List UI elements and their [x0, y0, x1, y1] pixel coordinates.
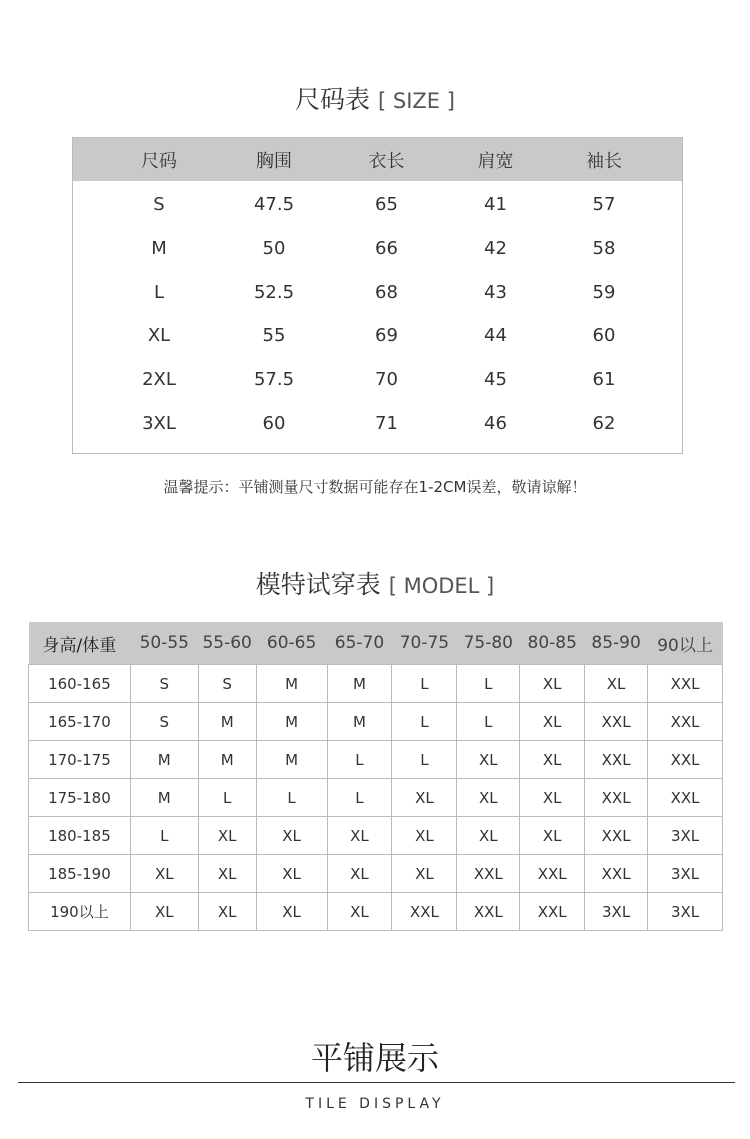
size-cell: L — [327, 779, 392, 817]
size-cell: M — [130, 779, 198, 817]
size-cell: M — [327, 665, 392, 703]
cell: 70 — [375, 369, 398, 391]
height-cell: 190以上 — [29, 893, 131, 931]
cell: 47.5 — [253, 194, 295, 216]
tile-display-subtitle: TILE DISPLAY — [305, 1096, 445, 1112]
cell: 袖长 — [586, 150, 622, 172]
table-row — [73, 183, 682, 227]
table-row — [29, 665, 723, 703]
size-cell: L — [130, 817, 198, 855]
cell: 胸围 — [256, 150, 292, 172]
cell: 58 — [592, 238, 616, 260]
title-cn: 模特试穿表 — [255, 570, 381, 599]
cell: 43 — [484, 281, 507, 303]
divider — [18, 1082, 735, 1083]
size-cell: XL — [327, 893, 392, 931]
size-cell: 3XL — [648, 817, 723, 855]
size-cell: XL — [520, 741, 585, 779]
size-cell: 3XL — [585, 893, 648, 931]
title-en: [ SIZE ] — [378, 89, 455, 113]
size-cell: XL — [392, 855, 457, 893]
size-cell: XXL — [392, 893, 457, 931]
size-cell: XL — [520, 817, 585, 855]
title-cn: 尺码表 — [295, 85, 371, 114]
height-cell: 165-170 — [29, 703, 131, 741]
column-header: 55-60 — [198, 622, 256, 665]
cell: 57 — [592, 194, 616, 216]
cell: 44 — [484, 325, 507, 347]
table-row — [29, 893, 723, 931]
cell: 42 — [484, 238, 507, 260]
size-cell: M — [198, 703, 256, 741]
size-cell: XL — [457, 779, 520, 817]
size-cell: XXL — [585, 779, 648, 817]
table-row — [73, 270, 682, 314]
size-cell: XL — [198, 817, 256, 855]
size-cell: L — [392, 703, 457, 741]
cell: 60 — [262, 412, 286, 434]
size-cell: XL — [130, 855, 198, 893]
size-cell: M — [198, 741, 256, 779]
size-cell: XL — [392, 817, 457, 855]
cell: 2XL — [142, 369, 176, 391]
column-header: 90以上 — [648, 622, 723, 665]
tile-display-title: 平铺展示 — [310, 1039, 439, 1077]
size-cell: XL — [520, 779, 585, 817]
column-header: 65-70 — [327, 622, 392, 665]
size-cell: 3XL — [648, 855, 723, 893]
size-cell: L — [457, 703, 520, 741]
size-cell: XL — [198, 855, 256, 893]
cell: 46 — [484, 412, 507, 434]
table-row — [29, 779, 723, 817]
size-cell: XL — [256, 855, 327, 893]
size-cell: M — [130, 741, 198, 779]
height-cell: 170-175 — [29, 741, 131, 779]
size-cell: S — [130, 703, 198, 741]
cell: 71 — [375, 412, 398, 434]
cell: 61 — [592, 369, 616, 391]
height-cell: 175-180 — [29, 779, 131, 817]
size-cell: XXL — [585, 703, 648, 741]
column-header: 身高/体重 — [29, 622, 131, 665]
size-cell: M — [256, 741, 327, 779]
height-cell: 185-190 — [29, 855, 131, 893]
column-header: 50-55 — [130, 622, 198, 665]
table-row — [29, 703, 723, 741]
cell: 肩宽 — [477, 150, 514, 172]
cell: 68 — [375, 281, 398, 303]
table-row — [73, 314, 682, 358]
cell: 69 — [375, 325, 398, 347]
table-row — [73, 401, 682, 445]
cell: 66 — [375, 238, 398, 260]
size-cell: XXL — [520, 893, 585, 931]
size-cell: XL — [457, 741, 520, 779]
size-cell: XL — [256, 817, 327, 855]
size-cell: XL — [198, 893, 256, 931]
size-cell: XL — [520, 703, 585, 741]
size-cell: M — [327, 703, 392, 741]
size-cell: XL — [256, 893, 327, 931]
cell: 60 — [592, 325, 616, 347]
size-cell: XL — [327, 817, 392, 855]
size-cell: XXL — [585, 855, 648, 893]
cell: 55 — [262, 325, 286, 347]
size-cell: XXL — [457, 893, 520, 931]
column-header: 60-65 — [256, 622, 327, 665]
header-row — [29, 622, 723, 665]
size-cell: XXL — [585, 817, 648, 855]
size-cell: M — [256, 703, 327, 741]
size-cell: S — [198, 665, 256, 703]
cell: M — [151, 238, 167, 260]
model-chart-title — [0, 565, 750, 601]
size-cell: XXL — [648, 779, 723, 817]
size-cell: L — [392, 741, 457, 779]
size-cell: XXL — [648, 665, 723, 703]
cell: L — [153, 281, 165, 303]
size-cell: S — [130, 665, 198, 703]
table-row — [73, 227, 682, 271]
size-cell: XL — [457, 817, 520, 855]
size-cell: L — [327, 741, 392, 779]
size-cell: XXL — [520, 855, 585, 893]
cell: XL — [147, 325, 171, 347]
cell: 衣长 — [368, 150, 405, 172]
size-cell: XXL — [457, 855, 520, 893]
size-cell: 3XL — [648, 893, 723, 931]
column-header: 85-90 — [585, 622, 648, 665]
size-cell: L — [392, 665, 457, 703]
table-row — [29, 855, 723, 893]
size-chart-table — [72, 137, 683, 454]
size-cell: XXL — [648, 741, 723, 779]
table-row — [29, 741, 723, 779]
size-cell: L — [256, 779, 327, 817]
cell: S — [153, 194, 165, 216]
size-cell: XL — [520, 665, 585, 703]
cell: 3XL — [142, 412, 176, 434]
size-cell: L — [457, 665, 520, 703]
size-cell: XXL — [585, 741, 648, 779]
cell: 50 — [262, 238, 286, 260]
size-cell: XL — [327, 855, 392, 893]
table-row — [73, 358, 682, 402]
size-cell: XL — [392, 779, 457, 817]
title-en: [ MODEL ] — [388, 574, 495, 598]
size-cell: L — [198, 779, 256, 817]
height-cell: 160-165 — [29, 665, 131, 703]
height-cell: 180-185 — [29, 817, 131, 855]
cell: 65 — [375, 194, 398, 216]
table-row — [29, 817, 723, 855]
model-fit-table — [28, 622, 723, 931]
column-header: 80-85 — [520, 622, 585, 665]
cell: 尺码 — [141, 150, 177, 172]
cell: 57.5 — [253, 369, 295, 391]
size-cell: XL — [585, 665, 648, 703]
size-cell: XXL — [648, 703, 723, 741]
size-cell: M — [256, 665, 327, 703]
cell: 52.5 — [253, 281, 295, 303]
column-header: 75-80 — [457, 622, 520, 665]
header-row — [73, 138, 682, 181]
cell: 45 — [484, 369, 507, 391]
cell: 59 — [592, 281, 616, 303]
measurement-note: 温馨提示：平铺测量尺寸数据可能存在1-2CM误差，敬请谅解！ — [163, 478, 587, 496]
size-cell: XL — [130, 893, 198, 931]
column-header: 70-75 — [392, 622, 457, 665]
size-chart-title — [0, 80, 750, 116]
cell: 62 — [592, 412, 616, 434]
cell: 41 — [484, 194, 507, 216]
